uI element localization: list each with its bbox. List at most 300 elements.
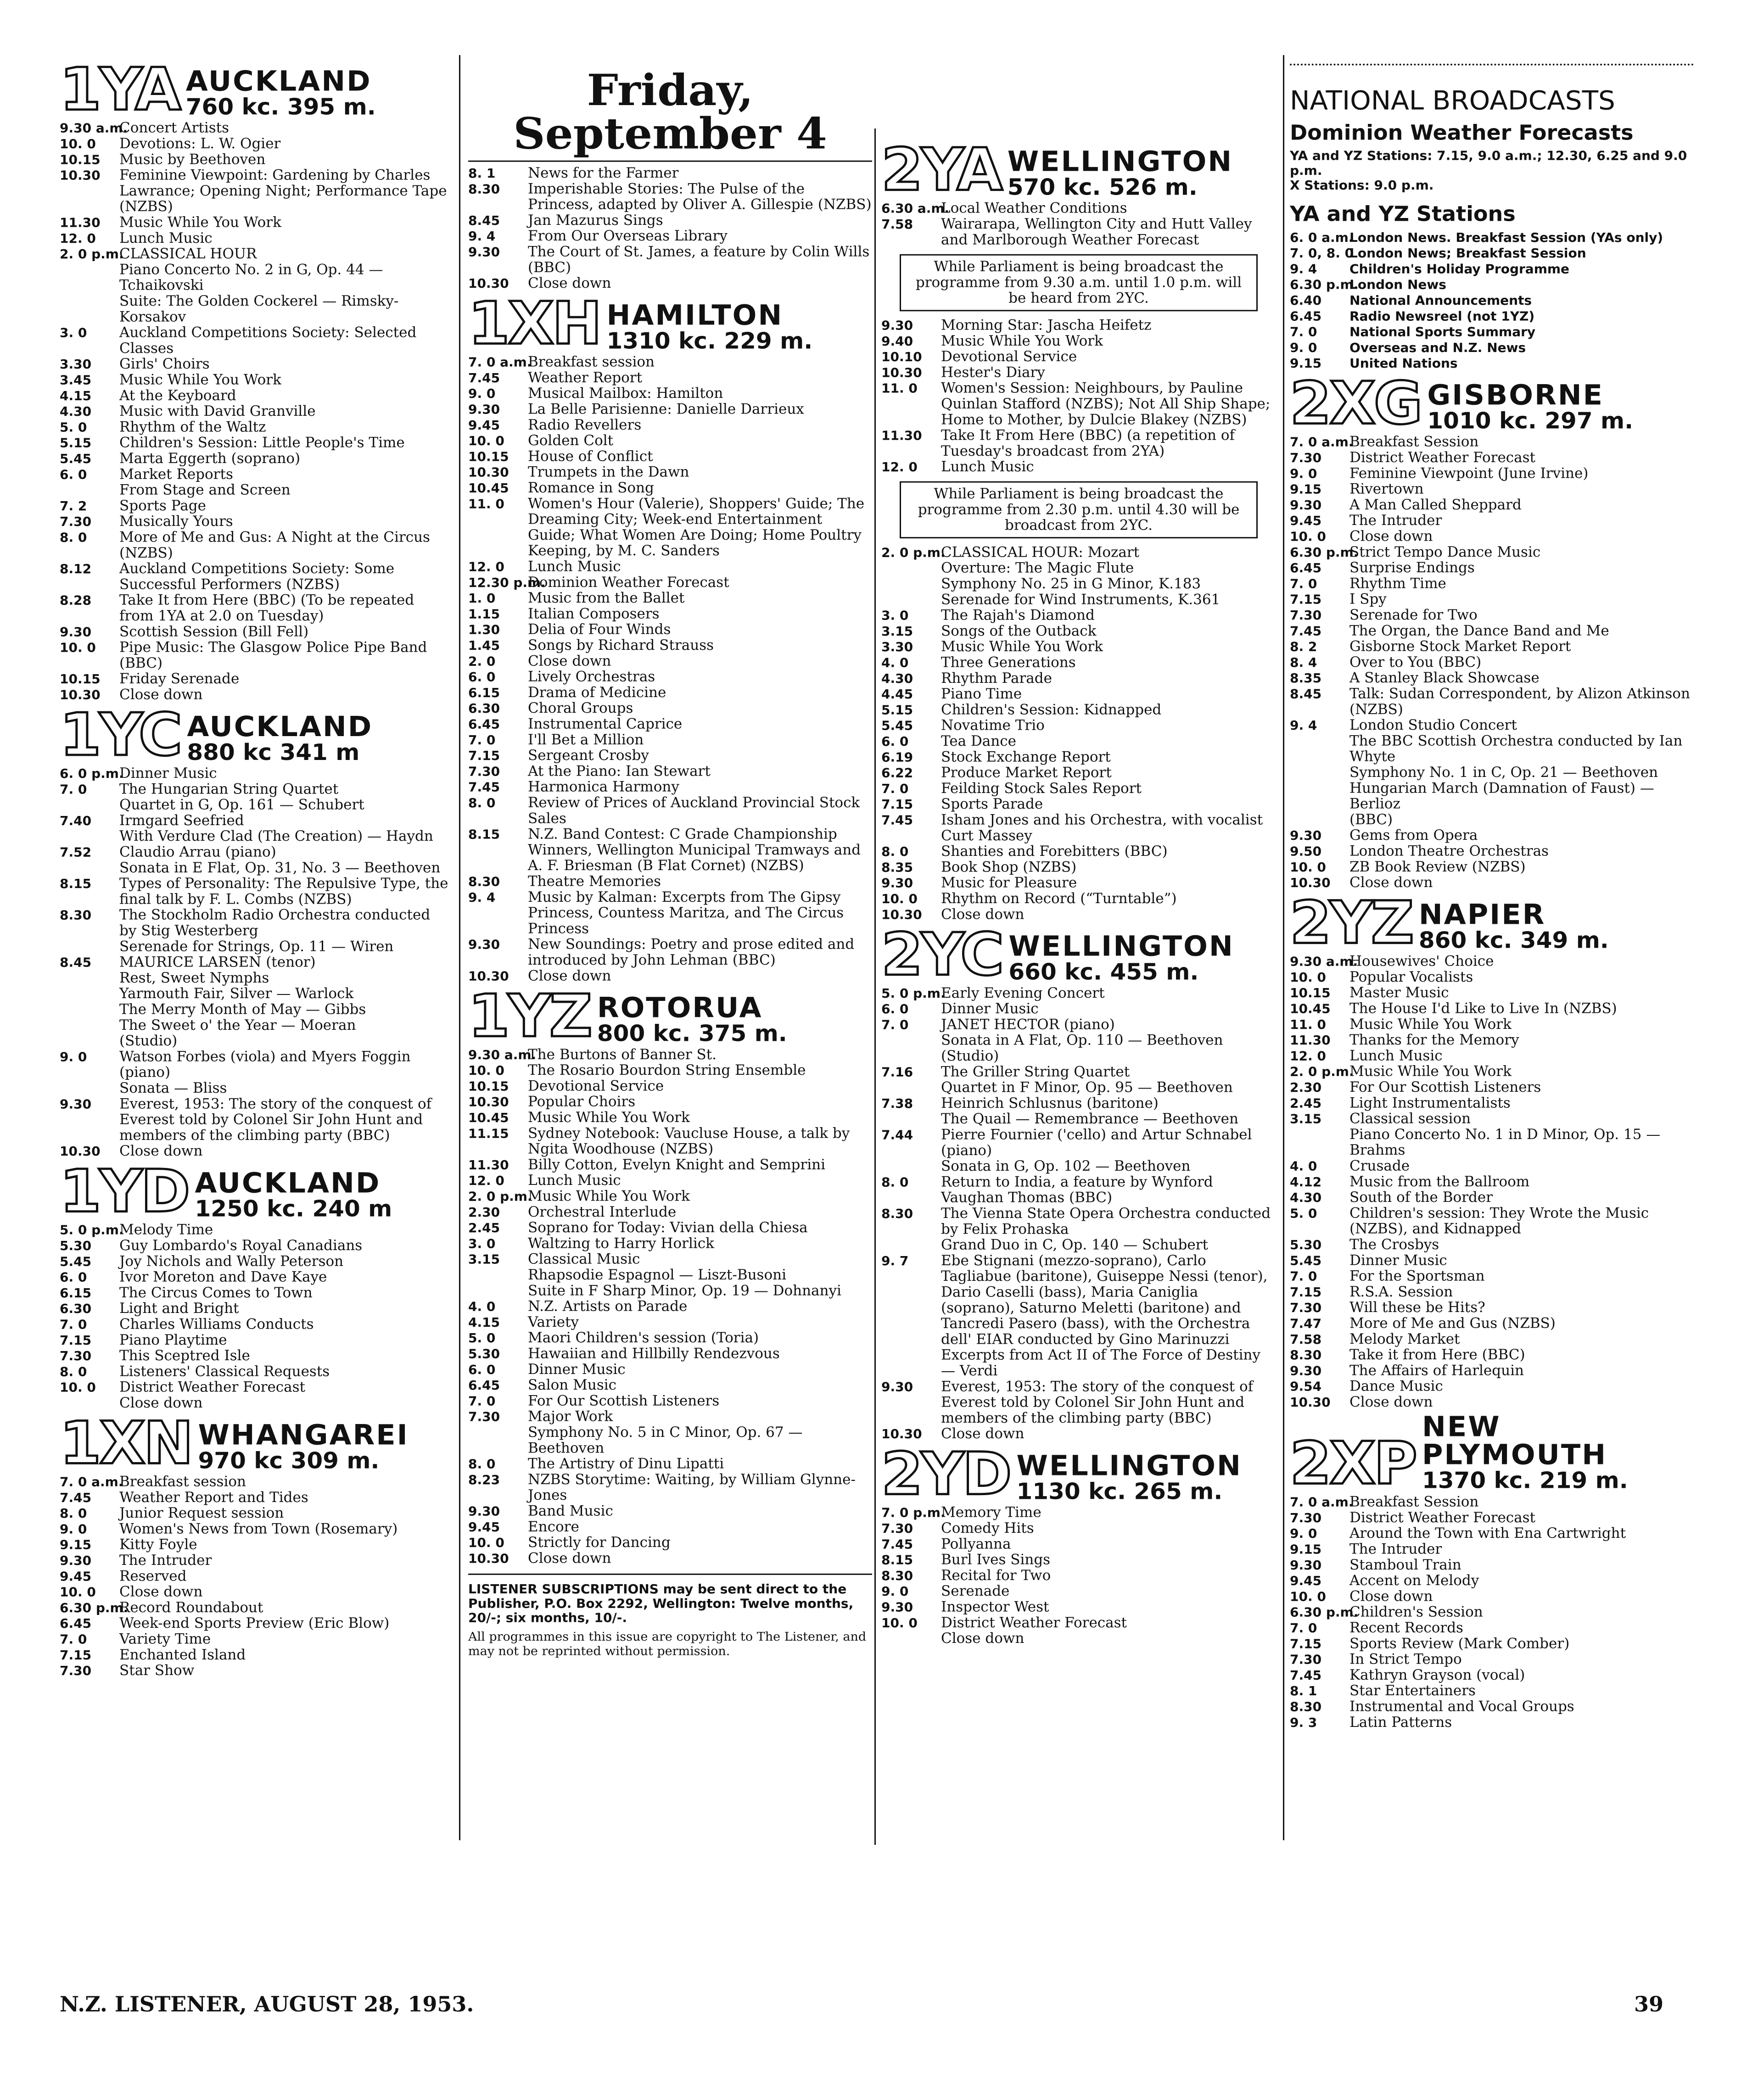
programme-time: 7.30 — [1290, 1510, 1322, 1525]
programme-time: 9.30 — [1290, 828, 1322, 843]
programme-time: 7. 0 p.m. — [881, 1505, 946, 1520]
programme-time: 9.15 — [1290, 356, 1322, 371]
station-logo: 1XH — [468, 289, 600, 357]
programme-row — [468, 1535, 872, 1551]
programme-list — [468, 354, 872, 984]
programme-title: Everest, 1953: The story of the conquest of Everest told by Colonel Sir John Hunt and members of the climbing party (BBC) — [119, 1095, 432, 1144]
programme-row — [881, 1001, 1276, 1017]
station-logo: 2YD — [881, 1440, 1010, 1508]
programme-time: 10.30 — [468, 276, 509, 291]
programme-time: 3.30 — [881, 639, 913, 655]
programme-row — [468, 1425, 872, 1457]
programme-row — [60, 451, 450, 467]
programme-time: 6.45 — [60, 1616, 92, 1631]
programme-time: 2.30 — [468, 1205, 500, 1220]
programme-title: Star Entertainers — [1349, 1682, 1476, 1699]
programme-time: 10.45 — [1290, 1001, 1331, 1016]
programme-row — [881, 1253, 1276, 1347]
programme-time: 8. 0 — [468, 1457, 496, 1472]
programme-row — [468, 732, 872, 748]
programme-time: 7. 0 — [1290, 1269, 1317, 1284]
station-header-2xp — [1290, 1410, 1694, 1497]
programme-title: Popular Choirs — [528, 1094, 636, 1110]
programme-row — [60, 671, 450, 687]
programme-time — [60, 860, 119, 876]
programme-row — [60, 1616, 450, 1631]
programme-time: 8. 0 — [60, 1364, 87, 1380]
subscriptions-notice — [468, 1574, 872, 1659]
programme-title: Close down — [119, 1395, 203, 1411]
programme-title: At the Keyboard — [119, 387, 236, 404]
programme-row — [60, 1081, 450, 1096]
programme-time: 6.30 p.m. — [1290, 277, 1359, 292]
column-4 — [1290, 57, 1694, 1947]
programme-title: Sports Parade — [941, 796, 1043, 812]
programme-title: Musical Mailbox: Hamilton — [528, 385, 723, 402]
programme-list — [60, 1222, 450, 1411]
station-name: GISBORNE — [1427, 378, 1604, 411]
programme-title: Sonata in A Flat, Op. 110 — Beethoven — [941, 1032, 1223, 1049]
station-frequency: 1010 kc. 297 m. — [1427, 407, 1634, 434]
programme-row — [60, 1017, 450, 1033]
programme-list — [881, 318, 1276, 475]
programme-row — [1290, 1080, 1694, 1095]
programme-title: London Studio Concert — [1349, 717, 1517, 733]
programme-title: Songs by Richard Strauss — [528, 637, 714, 653]
programme-row — [881, 349, 1276, 365]
programme-time — [60, 482, 119, 498]
programme-title: From Stage and Screen — [119, 482, 291, 498]
programme-time: 7. 0 — [1290, 576, 1317, 592]
programme-title: The Stockholm Radio Orchestra conducted by Stig Westerberg — [119, 907, 431, 939]
programme-row — [1290, 1379, 1694, 1394]
programme-time — [881, 1111, 941, 1127]
programme-time: 5. 0 — [1290, 1206, 1317, 1221]
programme-time: 9.45 — [1290, 513, 1322, 529]
programme-row — [1290, 1158, 1694, 1174]
programme-title: Shanties and Forebitters (BBC) — [941, 843, 1168, 860]
programme-time: 7.15 — [1290, 1636, 1322, 1651]
programme-title: Variety Time — [119, 1631, 211, 1648]
programme-time: 7.30 — [60, 1348, 92, 1363]
programme-row — [468, 480, 872, 496]
programme-time: 9. 0 — [1290, 340, 1317, 355]
programme-title: The Circus Comes to Town — [119, 1285, 313, 1301]
programme-time: 4. 0 — [881, 655, 909, 670]
programme-time: 8.15 — [468, 827, 500, 842]
programme-time: 7.15 — [60, 1648, 92, 1663]
programme-row — [468, 1251, 872, 1267]
programme-title: The Rosario Bourdon String Ensemble — [528, 1062, 806, 1078]
programme-time: 2.30 — [1290, 1080, 1322, 1095]
programme-title: NZBS Storytime: Waiting, by William Glynne-Jones — [528, 1471, 856, 1503]
programme-row — [468, 370, 872, 385]
station-name: AUCKLAND — [185, 64, 372, 97]
programme-title: In Strict Tempo — [1349, 1651, 1462, 1667]
programme-row — [1290, 1284, 1694, 1300]
station-frequency: 860 kc. 349 m. — [1418, 927, 1609, 953]
programme-time: 8.12 — [60, 561, 92, 576]
programme-title: Instrumental Caprice — [528, 716, 683, 732]
programme-time: 7. 0 — [881, 1017, 909, 1033]
programme-title: (Studio) — [119, 1033, 178, 1049]
programme-title: Excerpts from Act II of The Force of Destiny — Verdi — [941, 1347, 1260, 1379]
programme-time: 9.15 — [1290, 1541, 1322, 1557]
programme-time: 6.30 p.m. — [1290, 545, 1359, 560]
programme-row — [60, 1647, 450, 1663]
programme-time: 7. 0 — [468, 1393, 496, 1409]
programme-time: 10. 0 — [881, 1615, 918, 1631]
programme-title: Lively Orchestras — [528, 669, 655, 685]
programme-time: 7.58 — [1290, 1332, 1322, 1347]
programme-time: 5.45 — [60, 451, 92, 466]
programme-row — [1290, 450, 1694, 466]
programme-row — [1290, 1111, 1694, 1127]
programme-title: Music While You Work — [528, 1109, 690, 1126]
programme-time: 8.15 — [60, 876, 92, 891]
programme-title: Housewives' Choice — [1349, 953, 1494, 970]
programme-time: 6.45 — [1290, 560, 1322, 575]
station-frequency: 570 kc. 526 m. — [1007, 173, 1198, 200]
programme-title: CLASSICAL HOUR: Mozart — [941, 544, 1140, 561]
programme-title: Music from the Ballroom — [1349, 1173, 1530, 1190]
programme-row — [1290, 513, 1694, 529]
programme-title: South of the Border — [1349, 1189, 1493, 1206]
programme-row — [60, 1553, 450, 1569]
programme-time — [881, 1033, 941, 1048]
programme-title: Lunch Music — [528, 559, 621, 575]
programme-title: Rhapsodie Espagnol — Liszt-Busoni — [528, 1267, 786, 1283]
programme-time: 2. 0 p.m. — [468, 1189, 532, 1204]
programme-title: Dominion Weather Forecast — [528, 574, 729, 591]
programme-row — [881, 623, 1276, 639]
programme-title: Music While You Work — [528, 1188, 690, 1205]
programme-row — [468, 1189, 872, 1204]
programme-title: Hester's Diary — [941, 364, 1045, 381]
programme-time: 8. 1 — [1290, 1683, 1317, 1698]
programme-title: Music While You Work — [119, 214, 281, 231]
programme-time: 12. 0 — [60, 231, 96, 246]
programme-row — [60, 860, 450, 876]
programme-row — [881, 1064, 1276, 1080]
programme-time: 5.45 — [1290, 1253, 1322, 1268]
programme-list — [60, 120, 450, 703]
programme-time: 7.15 — [1290, 592, 1322, 607]
programme-title: The Rajah's Diamond — [941, 607, 1095, 624]
programme-time: 9. 0 — [60, 1521, 87, 1537]
programme-title: Piano Time — [941, 686, 1022, 702]
programme-list — [60, 766, 450, 1160]
programme-time: 9.15 — [1290, 482, 1322, 497]
programme-title: Week-end Sports Preview (Eric Blow) — [119, 1615, 390, 1631]
station-logo: 2XG — [1290, 369, 1421, 438]
programme-time: 8. 0 — [881, 1174, 909, 1190]
programme-time: 6.45 — [468, 1378, 500, 1393]
programme-title: Sonata in G, Op. 102 — Beethoven — [941, 1158, 1191, 1174]
programme-time: 1.30 — [468, 622, 500, 637]
programme-time: 10. 0 — [60, 136, 96, 151]
programme-time: 2. 0 p.m. — [1290, 1064, 1354, 1079]
programme-title: Concert Artists — [119, 120, 230, 136]
programme-row — [468, 1503, 872, 1519]
programme-title: Close down — [119, 687, 203, 703]
programme-time: 6. 0 — [60, 1270, 87, 1285]
station-header-2xg — [1290, 369, 1694, 438]
programme-time: 10. 0 — [60, 640, 96, 655]
programme-time — [60, 1002, 119, 1017]
programme-time: 5. 0 — [468, 1330, 496, 1346]
programme-title: London Theatre Orchestras — [1349, 843, 1549, 860]
programme-list — [60, 1474, 450, 1679]
programme-row — [468, 1094, 872, 1110]
programme-row — [1290, 1048, 1694, 1064]
programme-title: The Quail — Remembrance — Beethoven — [941, 1111, 1238, 1127]
programme-title: Sonata in E Flat, Op. 31, No. 3 — Beethoven — [119, 860, 441, 876]
programme-time: 1. 0 — [468, 591, 496, 606]
programme-time: 3.15 — [1290, 1111, 1322, 1127]
programme-title: Women's Session: Neighbours, by Pauline Quinlan Stafford (NZBS); Not All Ship Shape; Home to Mother, by Dulcie Blakey (NZBS) — [941, 380, 1271, 428]
programme-time: 9. 3 — [1290, 1715, 1317, 1730]
programme-title: Orchestral Interlude — [528, 1204, 677, 1220]
programme-row — [1290, 1127, 1694, 1158]
programme-time: 7. 0 a.m. — [60, 1474, 123, 1490]
programme-row — [881, 797, 1276, 812]
programme-title: Quartet in G, Op. 161 — Schubert — [119, 797, 364, 813]
programme-time: 4.30 — [1290, 1190, 1322, 1205]
programme-title: Around the Town with Ena Cartwright — [1349, 1525, 1626, 1541]
programme-time: 5.45 — [881, 718, 913, 733]
programme-title: Return to India, a feature by Wynford Vaughan Thomas (BBC) — [941, 1173, 1213, 1206]
programme-row — [1290, 1347, 1694, 1363]
station-header-1xn — [60, 1408, 450, 1477]
programme-time — [881, 560, 941, 576]
programme-time: 6. 0 — [468, 670, 496, 685]
programme-title: Choral Groups — [528, 700, 633, 716]
programme-row — [1290, 1190, 1694, 1206]
programme-title: Piano Playtime — [119, 1332, 227, 1348]
weather-heading: Dominion Weather Forecasts — [1290, 120, 1634, 145]
programme-row — [1290, 718, 1694, 733]
programme-title: Instrumental and Vocal Groups — [1349, 1698, 1574, 1715]
programme-title: Serenade for Strings, Op. 11 — Wiren — [119, 938, 394, 955]
programme-time: 11.30 — [1290, 1033, 1331, 1048]
programme-time: 6.45 — [468, 716, 500, 732]
station-header-1xh — [468, 289, 872, 357]
programme-title: Rivertown — [1349, 481, 1424, 497]
programme-row — [881, 428, 1276, 459]
programme-row — [468, 244, 872, 276]
programme-row — [60, 939, 450, 955]
programme-row — [881, 670, 1276, 686]
programme-title: Breakfast Session — [1349, 434, 1479, 450]
programme-title: The Court of St. James, a feature by Colin Wills (BBC) — [528, 244, 870, 276]
programme-row — [1290, 670, 1694, 686]
programme-time: 10.15 — [1290, 985, 1331, 1001]
programme-row — [1290, 1206, 1694, 1237]
programme-time: 9.30 — [881, 318, 913, 333]
programme-time: 8. 0 — [468, 795, 496, 810]
programme-time: 3.45 — [60, 372, 92, 388]
programme-title: Market Reports — [119, 466, 233, 483]
programme-title: Hungarian March (Damnation of Faust) — Berlioz — [1349, 780, 1654, 812]
programme-row — [468, 889, 872, 937]
programme-title: Latin Patterns — [1349, 1714, 1452, 1731]
programme-time: 10.45 — [468, 480, 509, 496]
programme-title: Kitty Foyle — [119, 1536, 197, 1553]
programme-title: (Studio) — [941, 1048, 999, 1064]
programme-time: 9.45 — [468, 418, 500, 433]
programme-title: Dinner Music — [528, 1361, 626, 1378]
programme-title: The Intruder — [119, 1552, 212, 1569]
programme-row — [1290, 985, 1694, 1001]
programme-row — [881, 1095, 1276, 1111]
programme-time: 10. 0 — [468, 1063, 504, 1078]
programme-time: 8.30 — [881, 1206, 913, 1221]
programme-list — [881, 545, 1276, 922]
programme-row — [881, 891, 1276, 907]
programme-row — [60, 624, 450, 640]
programme-time: 10. 0 — [1290, 529, 1326, 544]
programme-time: 12. 0 — [881, 459, 918, 475]
programme-row — [60, 876, 450, 908]
programme-row — [881, 734, 1276, 749]
programme-title: Sports Page — [119, 497, 206, 514]
programme-title: Burl Ives Sings — [941, 1552, 1051, 1568]
station-name: WHANGAREI — [198, 1418, 409, 1451]
programme-list — [881, 1505, 1276, 1647]
station-name: ROTORUA — [597, 991, 763, 1024]
programme-row — [60, 1238, 450, 1254]
programme-time: 6.15 — [468, 685, 500, 700]
programme-time: 6.40 — [1290, 293, 1322, 308]
programme-time — [60, 970, 119, 986]
programme-time: 10. 0 — [60, 1585, 96, 1600]
programme-row — [60, 530, 450, 561]
programme-time: 9. 4 — [468, 890, 496, 905]
programme-title: Recent Records — [1349, 1620, 1463, 1636]
column-3 — [881, 135, 1276, 1948]
programme-time: 7.45 — [1290, 623, 1322, 639]
programme-title: Serenade for Two — [1349, 607, 1478, 623]
programme-row — [468, 1063, 872, 1078]
programme-time: 7.30 — [1290, 1652, 1322, 1667]
programme-row — [60, 372, 450, 388]
programme-row — [1290, 308, 1694, 324]
programme-time — [1290, 733, 1349, 765]
programme-row — [468, 937, 872, 968]
programme-time: 12. 0 — [468, 1173, 504, 1189]
programme-time: 6. 0 — [881, 1001, 909, 1016]
programme-title: Gems from Opera — [1349, 827, 1478, 844]
programme-row — [881, 1174, 1276, 1206]
programme-row — [60, 797, 450, 813]
programme-title: Lunch Music — [119, 230, 213, 246]
programme-row — [1290, 466, 1694, 481]
programme-time: 9.50 — [1290, 844, 1322, 859]
programme-time: 9. 0 — [881, 1584, 909, 1599]
programme-time: 7. 0 — [468, 732, 496, 748]
programme-title: The Intruder — [1349, 1541, 1442, 1557]
programme-title: Heinrich Schlusnus (baritone) — [941, 1095, 1159, 1111]
station-logo: 2YZ — [1290, 888, 1412, 957]
programme-row — [881, 576, 1276, 592]
programme-time: 10.30 — [468, 465, 509, 480]
programme-time: 6.30 p.m. — [1290, 1604, 1359, 1620]
programme-title: Women's News from Town (Rosemary) — [119, 1520, 398, 1537]
programme-time: 11.30 — [468, 1157, 509, 1173]
programme-row — [881, 781, 1276, 796]
programme-row — [881, 545, 1276, 560]
programme-title: The Vienna State Opera Orchestra conducted by Felix Prohaska — [941, 1205, 1271, 1238]
programme-row — [60, 152, 450, 168]
programme-time — [881, 1347, 941, 1379]
programme-list — [1290, 1494, 1694, 1731]
programme-row — [468, 1456, 872, 1472]
programme-row — [881, 1159, 1276, 1174]
programme-row — [60, 357, 450, 372]
programme-title: Thanks for the Memory — [1349, 1032, 1519, 1048]
programme-time: 9.15 — [60, 1537, 92, 1553]
programme-row — [1290, 229, 1694, 245]
programme-title: District Weather Forecast — [1349, 449, 1535, 466]
programme-row — [1290, 1064, 1694, 1079]
programme-time: 10.15 — [468, 1078, 509, 1094]
station-frequency: 800 kc. 375 m. — [597, 1020, 787, 1046]
subscriptions-text: LISTENER SUBSCRIPTIONS may be sent direct to the Publisher, P.O. Box 2292, Wellington: Twelve months, 20/-; six months, 10/-. — [468, 1581, 854, 1625]
programme-title: More of Me and Gus: A Night at the Circus (NZBS) — [119, 529, 430, 561]
programme-row — [468, 229, 872, 244]
programme-title: District Weather Forecast — [941, 1614, 1127, 1631]
programme-row — [60, 168, 450, 215]
programme-title: Hawaiian and Hillbilly Rendezvous — [528, 1346, 780, 1362]
programme-title: Close down — [1349, 1588, 1433, 1604]
programme-title: Radio Newsreel (not 1YZ) — [1349, 308, 1535, 324]
programme-time: 7. 0 — [1290, 324, 1317, 340]
programme-title: Close down — [528, 275, 611, 291]
programme-time: 7.45 — [881, 1536, 913, 1552]
programme-time: 9.30 a.m. — [468, 1047, 537, 1062]
programme-row — [468, 779, 872, 795]
programme-title: Music by Kalman: Excerpts from The Gipsy Princess, Countess Maritza, and The Circus Princess — [528, 889, 844, 937]
programme-time: 1.45 — [468, 638, 500, 653]
programme-time — [881, 1080, 941, 1095]
programme-title: Surprise Endings — [1349, 559, 1475, 576]
programme-row — [881, 1599, 1276, 1615]
programme-row — [60, 955, 450, 970]
programme-title: Stamboul Train — [1349, 1556, 1461, 1573]
programme-time: 8.45 — [60, 955, 92, 970]
programme-row — [468, 1362, 872, 1377]
programme-title: Devotional Service — [941, 348, 1077, 365]
programme-time: 2. 0 — [468, 653, 496, 669]
programme-row — [60, 1222, 450, 1238]
station-name: WELLINGTON — [1016, 1449, 1242, 1482]
programme-title: Friday Serenade — [119, 670, 240, 687]
programme-title: Close down — [941, 1425, 1025, 1442]
programme-time: 3.15 — [881, 624, 913, 639]
programme-title: Sports Review (Mark Comber) — [1349, 1635, 1570, 1652]
programme-time: 8. 2 — [1290, 639, 1317, 654]
programme-row — [468, 1047, 872, 1062]
programme-title: Gisborne Stock Market Report — [1349, 638, 1571, 655]
programme-row — [60, 813, 450, 828]
programme-row — [60, 640, 450, 671]
programme-title: The Sweet o' the Year — Moeran — [119, 1017, 356, 1033]
programme-title: Listeners' Classical Requests — [119, 1363, 330, 1380]
programme-title: Salon Music — [528, 1377, 617, 1393]
programme-time: 9.30 — [881, 1379, 913, 1395]
programme-time: 7.15 — [881, 797, 913, 812]
